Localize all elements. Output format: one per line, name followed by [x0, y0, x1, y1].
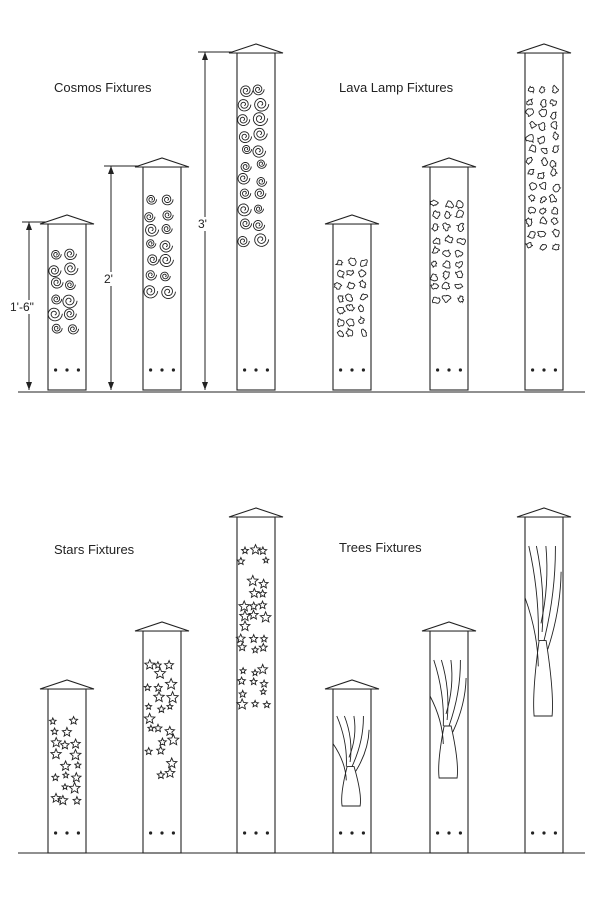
- cosmos-fixture-medium: [135, 158, 189, 390]
- cosmos-fixture-short-cap: [40, 215, 94, 224]
- cosmos-fixtures-label: Cosmos Fixtures: [54, 80, 152, 95]
- cosmos-fixture-tall-cap: [229, 44, 283, 53]
- dimension-medium: [103, 166, 148, 390]
- dimension-short: [8, 222, 50, 390]
- stars-fixture-tall: [229, 508, 283, 853]
- trees-fixture-medium-post: [430, 631, 468, 853]
- trees-fixture-short-cap: [325, 680, 379, 689]
- cosmos-fixture-short: [40, 215, 94, 390]
- trees-fixture-short-post: [333, 689, 371, 853]
- stars-fixture-tall-cap: [229, 508, 283, 517]
- cosmos-fixture-tall: [229, 44, 283, 390]
- trees-fixtures-label: Trees Fixtures: [339, 540, 422, 555]
- dimension-tall-label: 3': [198, 217, 207, 231]
- lava-fixture-tall-cap: [517, 44, 571, 53]
- lava-fixture-short-post: [333, 224, 371, 390]
- stars-fixture-medium-post: [143, 631, 181, 853]
- lava-fixture-tall: [517, 44, 571, 390]
- stars-fixture-medium: [135, 622, 189, 853]
- stars-fixture-short: [40, 680, 94, 853]
- trees-fixture-medium-cap: [422, 622, 476, 631]
- cosmos-fixture-medium-cap: [135, 158, 189, 167]
- lava-fixture-medium: [422, 158, 476, 390]
- trees-fixture-tall-post: [525, 517, 563, 853]
- lava-fixture-short: [325, 215, 379, 390]
- lava-fixture-medium-cap: [422, 158, 476, 167]
- lava-lamp-fixtures-label: Lava Lamp Fixtures: [339, 80, 454, 95]
- dimension-short-label: 1'-6": [10, 300, 34, 314]
- stars-fixtures-label: Stars Fixtures: [54, 542, 135, 557]
- stars-fixture-medium-cap: [135, 622, 189, 631]
- lava-fixture-short-cap: [325, 215, 379, 224]
- fixtures-group: [40, 44, 571, 853]
- trees-fixture-medium: [422, 622, 476, 853]
- trees-fixture-tall-cap: [517, 508, 571, 517]
- trees-fixture-tall: [517, 508, 571, 853]
- stars-fixture-short-post: [48, 689, 86, 853]
- stars-fixture-short-cap: [40, 680, 94, 689]
- dimension-medium-label: 2': [104, 272, 113, 286]
- trees-fixture-short: [325, 680, 379, 853]
- lava-fixture-tall-post: [525, 53, 563, 390]
